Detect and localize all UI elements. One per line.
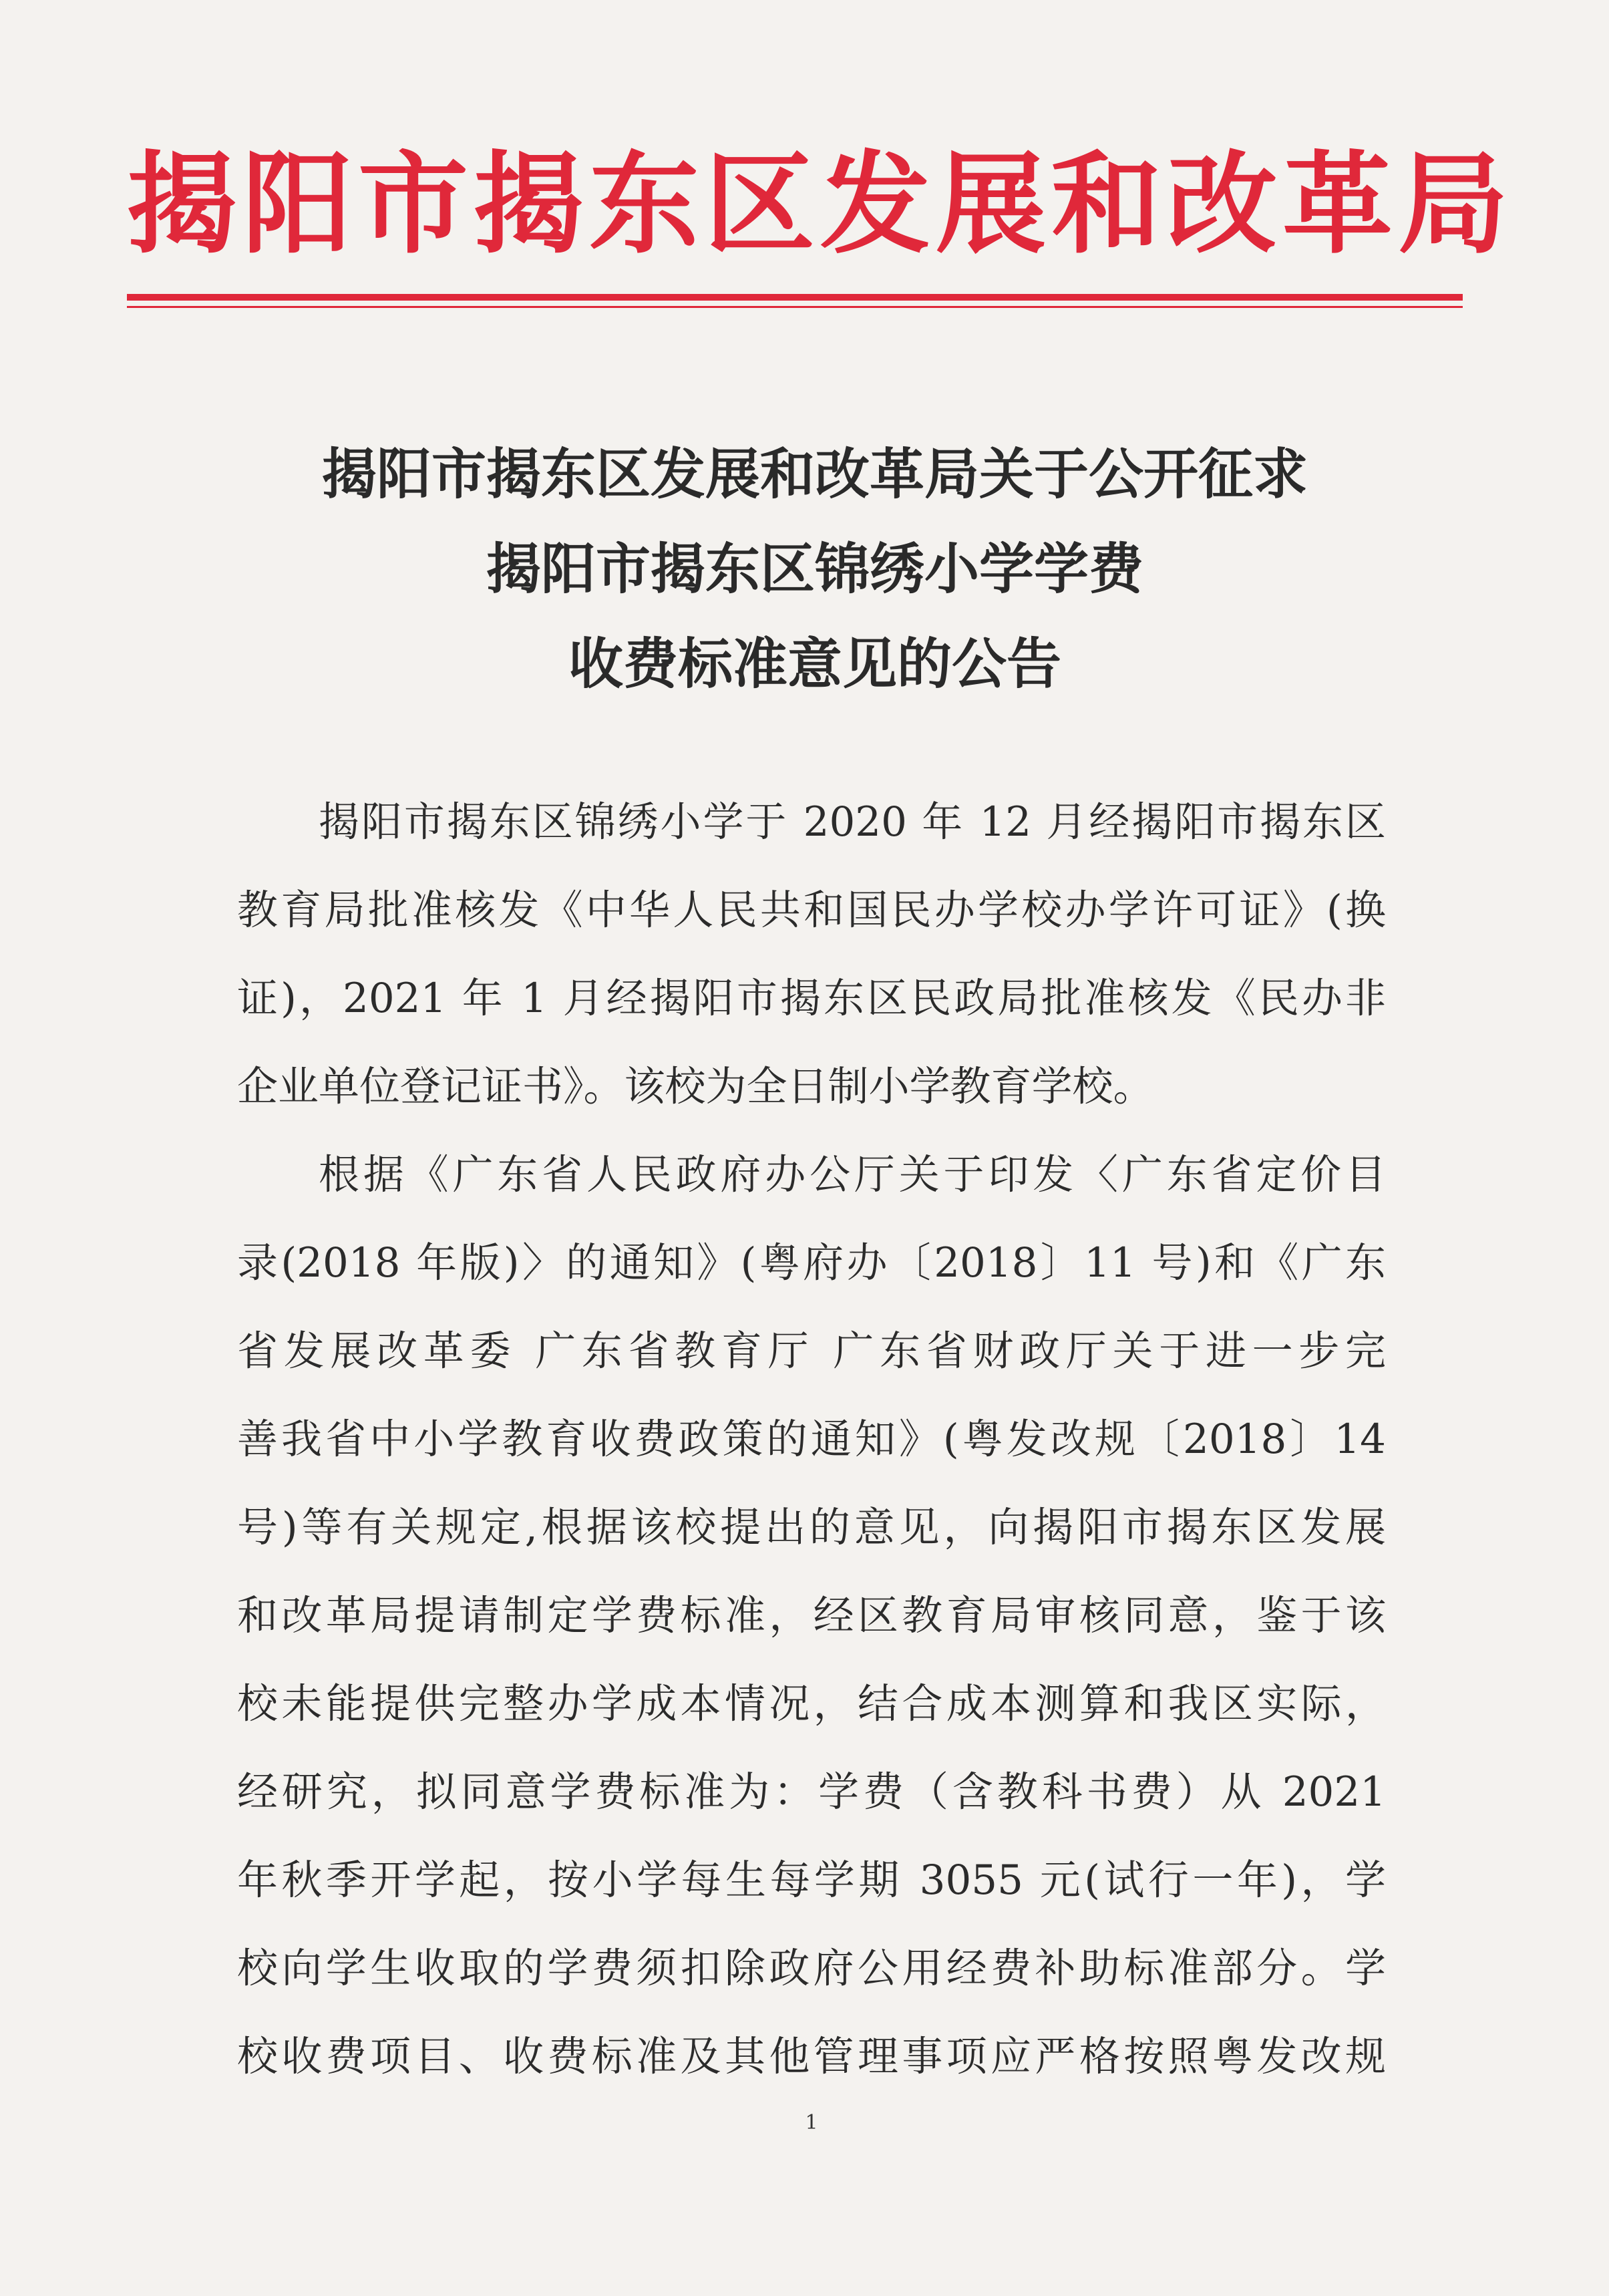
body-line: 根据《广东省人民政府办公厅关于印发〈广东省定价目	[319, 1151, 1386, 1198]
body-line: 企业单位登记证书》。该校为全日制小学教育学校。	[237, 1063, 1154, 1110]
body-line: 和改革局提请制定学费标准，经区教育局审核同意，鉴于该	[237, 1592, 1386, 1639]
page-number: 1	[805, 2111, 818, 2134]
body-line: 校收费项目、收费标准及其他管理事项应严格按照粤发改规	[237, 2033, 1386, 2080]
body-line: 教育局批准核发《中华人民共和国民办学校办学许可证》(换	[237, 886, 1386, 934]
document-body	[237, 778, 1386, 2101]
body-line: 善我省中小学教育收费政策的通知》(粤发改规〔2018〕14	[237, 1416, 1386, 1463]
title-line: 揭阳市揭东区发展和改革局关于公开征求	[321, 443, 1308, 506]
body-line: 年秋季开学起，按小学每生每学期 3055 元(试行一年)，学	[237, 1856, 1386, 1904]
body-line: 省发展改革委 广东省教育厅 广东省财政厅关于进一步完	[237, 1327, 1386, 1375]
body-line: 揭阳市揭东区锦绣小学于 2020 年 12 月经揭阳市揭东区	[319, 798, 1386, 846]
letterhead-org-name: 揭阳市揭东区发展和改革局	[127, 139, 1513, 269]
body-line: 号)等有关规定,根据该校提出的意见，向揭阳市揭东区发展	[237, 1504, 1386, 1551]
document-title	[200, 428, 1429, 712]
body-line: 录(2018 年版)〉的通知》(粤府办〔2018〕11 号)和《广东	[237, 1239, 1386, 1287]
title-line: 揭阳市揭东区锦绣小学学费	[486, 538, 1143, 601]
body-line: 经研究，拟同意学费标准为：学费（含教科书费）从 2021	[237, 1768, 1386, 1816]
body-line: 校未能提供完整办学成本情况，结合成本测算和我区实际，	[237, 1680, 1386, 1728]
title-line: 收费标准意见的公告	[568, 633, 1061, 696]
paragraph-2	[237, 1131, 1386, 2101]
body-line: 证)，2021 年 1 月经揭阳市揭东区民政局批准核发《民办非	[237, 975, 1386, 1022]
letterhead-red-rule-thick	[127, 294, 1463, 301]
body-line: 校向学生收取的学费须扣除政府公用经费补助标准部分。学	[237, 1945, 1386, 1992]
paragraph-1	[237, 778, 1386, 1131]
letterhead-red-rule-thin	[127, 306, 1463, 308]
